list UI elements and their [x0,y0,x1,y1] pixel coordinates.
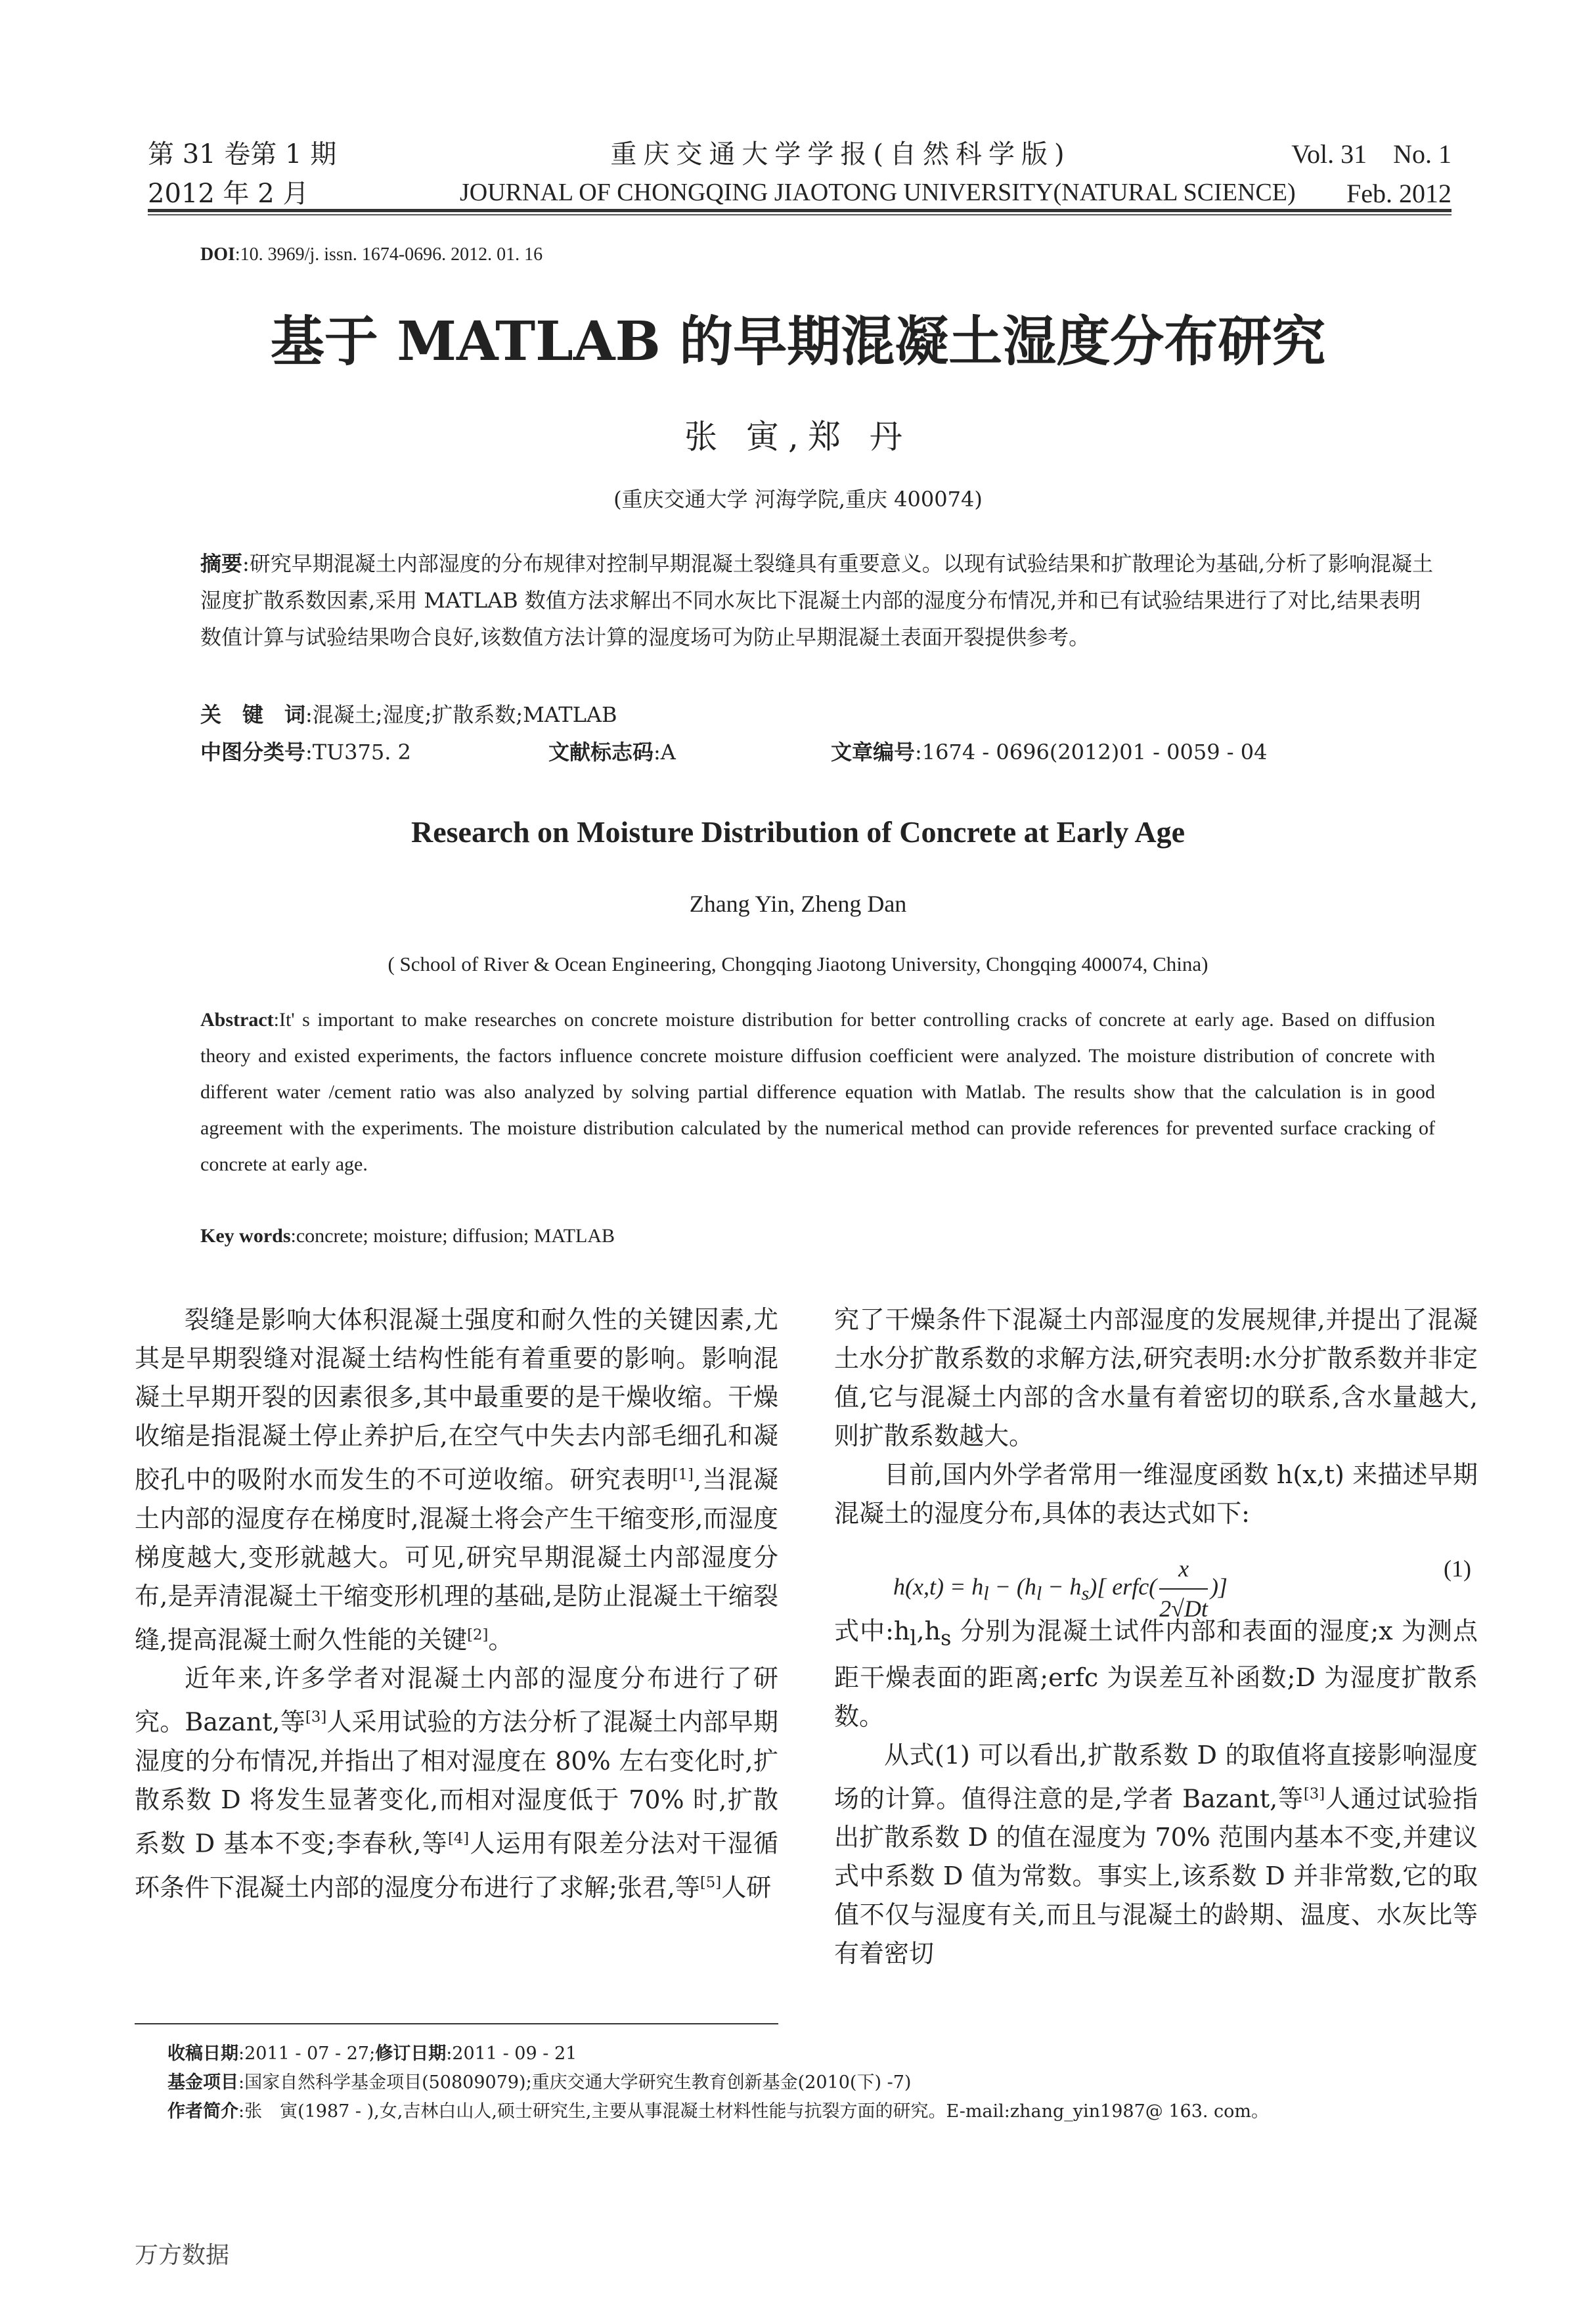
abstract-cn [200,545,1435,656]
footnote-rule [135,2023,778,2024]
body-paragraph: 究了干燥条件下混凝土内部湿度的发展规律,并提出了混凝土水分扩散系数的求解方法,研究表明:水分扩散系数并非定值,它与混凝土内部的含水量有着密切的联系,含水量越大,则扩散系数越大。 [834,1305,1478,1450]
citation[interactable]: [4] [447,1829,470,1847]
keywords-cn-text: :混凝土;湿度;扩散系数;MATLAB [305,702,617,727]
issue-info-en [1248,135,1452,213]
article-number: 文章编号:1674 - 0696(2012)01 - 0059 - 04 [831,740,1268,765]
journal-name-cn: 重庆交通大学学报(自然科学版) [610,139,1071,169]
body-paragraph: 裂缝是影响大体积混凝土强度和耐久性的关键因素,尤其是早期裂缝对混凝土结构性能有着重要的影响。影响混凝土早期开裂的因素很多,其中最重要的是干燥收缩。干燥收缩是指混凝土停止养护后,在空气中失去内部毛细孔和凝胶孔中的吸附水而发生的不可逆收缩。研究表明[1],当混凝土内部的湿度存在梯度时,混凝土将会产生干缩变形,而湿度梯度越大,变形就越大。可见,研究早期混凝土内部湿度分布,是弄清混凝土干缩变形机理的基础,是防止混凝土干缩裂缝,提高混凝土耐久性能的关键[2]。 [135,1305,778,1655]
affiliation-cn: (重庆交通大学 河海学院,重庆 400074) [613,487,983,512]
keywords-en-text: :concrete; moisture; diffusion; MATLAB [290,1225,615,1247]
abstract-en [200,1002,1435,1182]
citation[interactable]: [2] [467,1626,489,1643]
body-right-column [834,1301,1478,1973]
equation-expression: $h(x,t) = h_l - (h_l - h_s)$[ erfc( $\frac{x}{2√Dt}$ )] [893,1550,1228,1628]
affiliation-en: ( School of River & Ocean Engineering, Chongqing Jiaotong University, Chongqing 400074, China) [388,952,1208,975]
header-rule-thin [148,214,1452,215]
document-code: 文献标志码:A [548,740,676,765]
abstract-en-text: :It' s important to make researches on concrete moisture distribution for better controlling cracks of concrete at early age. Based on diffusion theory and existed experiments, the factors influence concrete moisture diffusion coefficient were analyzed. The moisture distribution of concrete with different water /cement ratio was also analyzed by solving partial difference equation with Matlab. The results show that the calculation is in good agreement with the experiments. The moisture distribution calculated by the numerical method can provide references for prevented surface cracking of concrete at early age. [200,1009,1435,1175]
date-en: Feb. 2012 [1346,179,1452,208]
body-paragraph: 式中$:h_l,h_s$ 分别为混凝土试件内部和表面的湿度;x 为测点距干燥表面的距离;erfc 为误差互补函数;D 为湿度扩散系数。 [834,1617,1478,1731]
watermark: 万方数据 [135,2242,230,2269]
abstract-en-label: Abstract [200,1009,274,1031]
journal-title [460,135,1296,211]
equation-number: (1) [1444,1555,1471,1582]
equation-fraction: $\frac{x}{2√Dt}$ [1159,1550,1208,1628]
paper-title-cn: 基于 MATLAB 的早期混凝土湿度分布研究 [270,310,1326,373]
authors-cn: 张 寅,郑 丹 [684,418,912,456]
paper-title-en: Research on Moisture Distribution of Concrete at Early Age [411,815,1185,849]
body-paragraph: 近年来,许多学者对混凝土内部的湿度分布进行了研究。Bazant,等[3]人采用试验的方法分析了混凝土内部早期湿度的分布情况,并指出了相对湿度在 80% 左右变化时,扩散系数 D 将发生显著变化,而相对湿度低于 70% 时,扩散系数 D 基本不变;李春秋,等[4]人运用有限差分法对干湿循环条件下混凝土内部的湿度分布进行了求解;张君,等[5]人研 [135,1664,778,1902]
keywords-en-label: Key words [200,1225,291,1247]
citation[interactable]: [1] [672,1466,694,1483]
keywords-cn [200,696,1435,733]
citation[interactable]: [3] [305,1708,327,1726]
issue-info-cn [148,135,336,213]
date-cn: 2012 年 2 月 [148,179,309,209]
citation[interactable]: [3] [1303,1785,1325,1802]
journal-name-en: JOURNAL OF CHONGQING JIAOTONG UNIVERSITY(NATURAL SCIENCE) [460,179,1296,206]
doi-label: DOI [200,244,235,265]
abstract-cn-text: :研究早期混凝土内部湿度的分布规律对控制早期混凝土裂缝具有重要意义。以现有试验结果和扩散理论为基础,分析了影响混凝土湿度扩散系数因素,采用 MATLAB 数值方法求解出不同水灰比下混凝土内部的湿度分布情况,并和已有试验结果进行了对比,结果表明数值计算与试验结果吻合良好,该数值方法计算的湿度场可为防止早期混凝土表面开裂提供参考。 [200,551,1433,650]
body-paragraph: 目前,国内外学者常用一维湿度函数 h(x,t) 来描述早期混凝土的湿度分布,具体的表达式如下: [834,1460,1478,1528]
volume-cn: 第 31 卷第 1 期 [148,139,337,169]
keywords-en [200,1225,1435,1247]
doi [200,244,543,265]
doi-value: :10. 3969/j. issn. 1674-0696. 2012. 01. 16 [234,244,543,265]
clc-number: 中图分类号:TU375. 2 [200,740,411,765]
body-paragraph: 从式(1) 可以看出,扩散系数 D 的取值将直接影响湿度场的计算。值得注意的是,学者 Bazant,等[3]人通过试验指出扩散系数 D 的值在湿度为 70% 范围内基本不变,并建议式中系数 D 值为常数。事实上,该系数 D 并非常数,它的取值不仅与湿度有关,而且与混凝土的龄期、温度、水灰比等有着密切 [834,1740,1478,1969]
footnote-dates: 收稿日期:2011 - 07 - 27;修订日期:2011 - 09 - 21 [167,2043,577,2064]
abstract-cn-label: 摘要 [200,551,243,576]
body-left-column [135,1301,778,1907]
footnote-author: 作者简介:张 寅(1987 - ),女,吉林白山人,硕士研究生,主要从事混凝土材料性能与抗裂方面的研究。E-mail:zhang_yin1987@ 163. com。 [167,2101,1270,2122]
volume-en: Vol. 31 No. 1 [1291,139,1452,169]
footnotes [167,2040,1481,2126]
footnote-fund: 基金项目:国家自然科学基金项目(50809079);重庆交通大学研究生教育创新基金(2010(下) -7) [167,2072,912,2093]
keywords-cn-label: 关 键 词 [200,702,306,727]
equation-1 [834,1533,1478,1622]
authors-en: Zhang Yin, Zheng Dan [689,891,907,917]
citation[interactable]: [5] [699,1873,722,1891]
header-rule [148,209,1452,212]
